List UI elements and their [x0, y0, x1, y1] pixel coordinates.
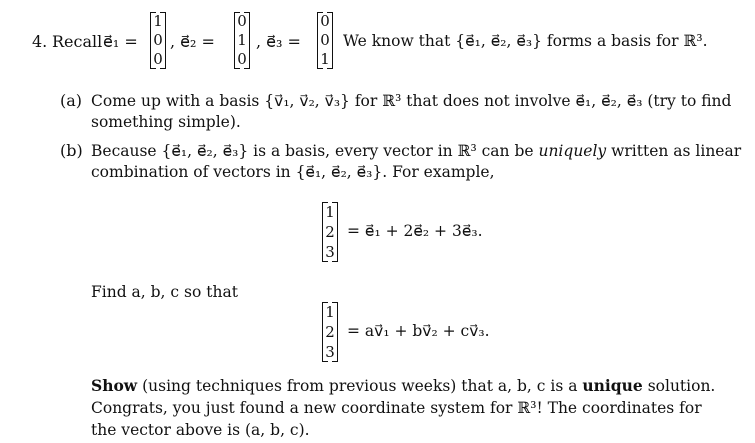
part-a-line-2: something simple).	[91, 113, 241, 131]
show-line-1	[91, 375, 715, 397]
find-abc-text: Find a, b, c so that	[91, 283, 238, 301]
part-b-line-2: combination of vectors in {e⃗₁, e⃗₂, e⃗₃}. For example,	[91, 163, 495, 181]
part-b-line-1-start: Because {e⃗₁, e⃗₂, e⃗₃} is a basis, every vector in ℝ³ can be	[91, 142, 539, 160]
part-b-line-1	[91, 140, 741, 162]
target-equation: = av⃗₁ + bv⃗₂ + cv⃗₃.	[347, 322, 490, 340]
target-entry: 3	[325, 343, 335, 361]
e2-label: , e⃗₂ =	[170, 32, 215, 51]
part-a-line-1: Come up with a basis {v⃗₁, v⃗₂, v⃗₃} for ℝ³ that does not involve e⃗₁, e⃗₂, e⃗₃ (try to find	[91, 92, 732, 110]
e1-entry: 1	[153, 12, 163, 30]
show-line-2: Congrats, you just found a new coordinate system for ℝ³! The coordinates for	[91, 399, 702, 417]
target-entry: 2	[325, 323, 335, 341]
unique-keyword: unique	[582, 376, 643, 395]
e3-entry: 0	[320, 12, 330, 30]
problem-number: 4.	[32, 32, 48, 51]
target-vector	[322, 302, 338, 362]
e2-entry: 0	[237, 50, 247, 68]
e1-matrix	[150, 12, 166, 69]
example-entry: 1	[325, 203, 335, 221]
e1-entry: 0	[153, 50, 163, 68]
example-entry: 3	[325, 243, 335, 261]
e1-label: e⃗₁ =	[103, 32, 138, 51]
show-line-3: the vector above is (a, b, c).	[91, 421, 310, 439]
target-entry: 1	[325, 303, 335, 321]
e3-label: , e⃗₃ =	[256, 32, 301, 51]
e3-matrix	[317, 12, 333, 69]
basis-statement: We know that {e⃗₁, e⃗₂, e⃗₃} forms a basis for ℝ³.	[343, 32, 708, 50]
e3-entry: 0	[320, 31, 330, 49]
example-entry: 2	[325, 223, 335, 241]
example-vector	[322, 202, 338, 262]
part-b-line-1-end: written as linear	[606, 142, 742, 160]
uniquely-emphasis: uniquely	[538, 142, 607, 160]
part-a-label: (a)	[60, 91, 83, 110]
e2-matrix	[234, 12, 250, 69]
show-line-1-end: solution.	[642, 377, 716, 395]
e1-entry: 0	[153, 31, 163, 49]
e3-entry: 1	[320, 50, 330, 68]
e2-entry: 1	[237, 31, 247, 49]
show-line-1-text: (using techniques from previous weeks) that a, b, c is a	[137, 377, 583, 395]
example-equation: = e⃗₁ + 2e⃗₂ + 3e⃗₃.	[347, 222, 483, 240]
recall-word: Recall	[52, 32, 103, 51]
e2-entry: 0	[237, 12, 247, 30]
part-b-label: (b)	[60, 141, 83, 160]
show-keyword: Show	[91, 376, 138, 395]
